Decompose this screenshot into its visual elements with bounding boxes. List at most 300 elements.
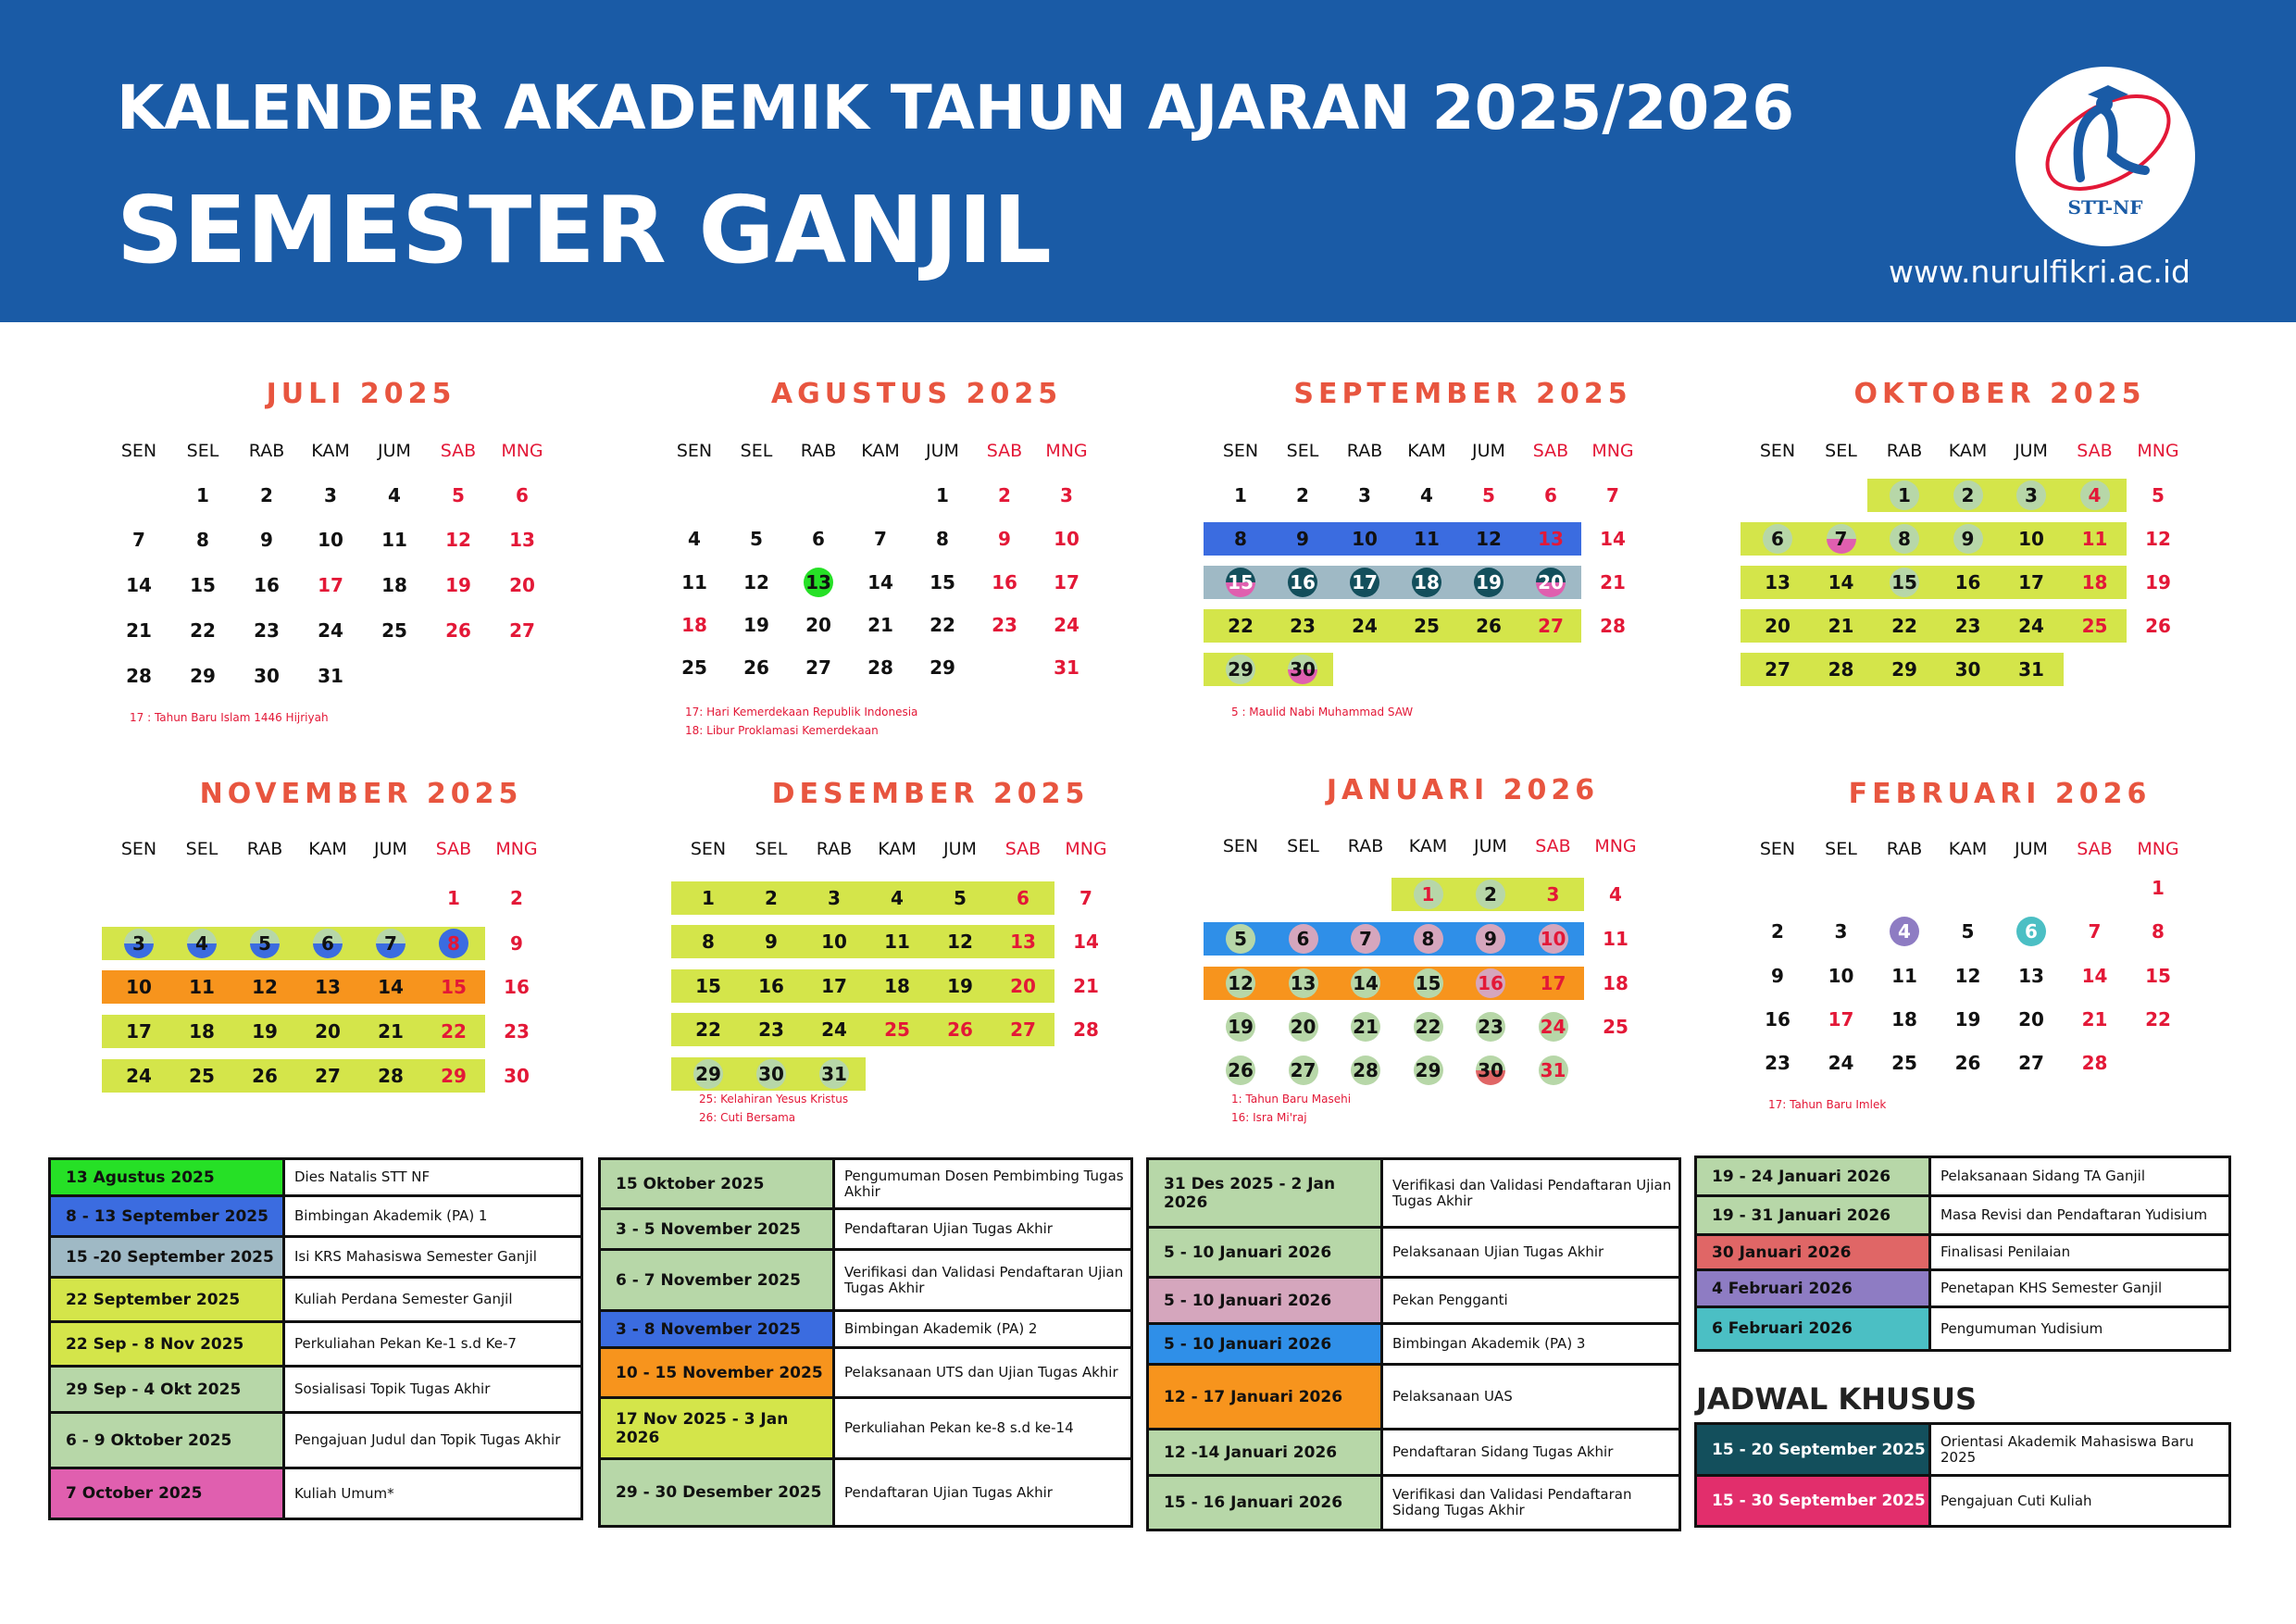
calendar-day: 15 [190,574,216,596]
calendar-day: 28 [378,1065,404,1087]
calendar-day: 21 [2081,1008,2108,1031]
calendar-day: 17 [318,574,343,596]
calendar-day: 11 [681,571,707,593]
calendar-day: 26 [1228,1059,1254,1081]
legend-description: Pengumuman Dosen Pembimbing Tugas Akhir [844,1167,1124,1200]
calendar-day: 12 [947,931,973,953]
calendar-day: 28 [126,665,152,687]
weekday-label: SEL [1287,836,1319,856]
calendar-day: 12 [445,529,471,551]
calendar-day: 8 [1421,928,1435,950]
legend-row [601,1251,1130,1312]
calendar-day: 26 [947,1018,973,1041]
calendar-day: 26 [743,656,769,679]
calendar-day: 23 [504,1020,530,1043]
legend-row [1149,1366,1678,1430]
legend-date: 30 Januari 2026 [1697,1236,1931,1268]
calendar-day: 18 [1603,972,1628,994]
calendar-day: 8 [1234,528,1247,550]
weekday-label: KAM [1948,441,1988,461]
weekday-label: RAB [246,839,283,859]
calendar-day: 11 [884,931,910,953]
legend-row [601,1349,1130,1399]
calendar-day: 12 [743,571,769,593]
calendar-day: 25 [884,1018,910,1041]
calendar-day: 16 [992,571,1017,593]
calendar-day: 1 [1898,484,1911,506]
calendar-day: 26 [1954,1052,1981,1074]
calendar-day: 5 [2152,484,2165,506]
legend-description: Pengajuan Cuti Kuliah [1940,1492,2092,1509]
calendar-day: 24 [126,1065,152,1087]
calendar-day: 6 [1771,528,1784,550]
legend-table [1694,1156,2231,1352]
legend-row [51,1323,580,1368]
weekday-label: JUM [926,441,959,461]
calendar-day: 14 [2081,965,2108,987]
calendar-day: 11 [1414,528,1440,550]
legend-date: 5 - 10 Januari 2026 [1149,1229,1383,1276]
month-title: OKTOBER 2025 [1853,378,2146,410]
legend-description: Dies Natalis STT NF [294,1168,430,1185]
weekday-label: MNG [495,839,538,859]
weekday-label: SAB [986,441,1023,461]
calendar-day: 9 [1771,965,1784,987]
month-title: AGUSTUS 2025 [770,378,1063,410]
calendar-day: 17 [1054,571,1079,593]
calendar-day: 28 [1353,1059,1379,1081]
calendar-day: 21 [1600,571,1626,593]
header-banner [0,0,2296,322]
calendar-day: 31 [2018,658,2044,681]
calendar-day: 2 [1484,883,1497,906]
calendar-day: 20 [1290,1016,1316,1038]
calendar-day: 6 [516,484,529,506]
calendar-day: 9 [1961,528,1975,550]
calendar-day: 19 [947,975,973,997]
calendar-day: 4 [388,484,401,506]
legend-row [1697,1197,2228,1236]
weekday-label: SEL [185,839,218,859]
calendar-day: 2 [998,484,1011,506]
legend-description: Pengajuan Judul dan Topik Tugas Akhir [294,1431,561,1448]
calendar-day: 6 [812,528,825,550]
calendar-day: 16 [504,976,530,998]
holiday-note: 18: Libur Proklamasi Kemerdekaan [685,724,879,737]
calendar-day: 15 [441,976,467,998]
calendar-day: 29 [1415,1059,1441,1081]
website-link[interactable]: www.nurulfikri.ac.id [1889,254,2191,290]
weekday-label: RAB [800,441,837,461]
legend-description: Pelaksanaan Ujian Tugas Akhir [1392,1243,1604,1260]
calendar-day: 20 [315,1020,341,1043]
calendar-day: 3 [324,484,337,506]
legend-row [51,1197,580,1238]
calendar-day: 2 [260,484,273,506]
calendar-day: 8 [936,528,949,550]
weekday-label: JUM [2015,839,2048,859]
weekday-label: MNG [501,441,543,461]
calendar-day: 11 [1891,965,1917,987]
calendar-day: 24 [1540,1016,1566,1038]
calendar-day: 19 [2145,571,2171,593]
legend-row [1149,1279,1678,1325]
calendar-day: 4 [688,528,701,550]
calendar-day: 11 [1603,928,1628,950]
legend-row [601,1399,1130,1460]
month-title: NOVEMBER 2025 [199,778,523,810]
calendar-day: 21 [126,619,152,642]
weekday-label: SEN [1222,441,1259,461]
calendar-day: 6 [1017,887,1029,909]
calendar-day: 13 [509,529,535,551]
calendar-day: 25 [189,1065,215,1087]
legend-description: Pelaksanaan Sidang TA Ganjil [1940,1168,2146,1184]
calendar-day: 12 [1954,965,1981,987]
legend-date: 15 -20 September 2025 [51,1238,285,1276]
calendar-day: 27 [2018,1052,2044,1074]
calendar-day: 7 [1606,484,1619,506]
calendar-day: 11 [2081,528,2108,550]
legend-date: 5 - 10 Januari 2026 [1149,1325,1383,1363]
calendar-day: 31 [318,665,343,687]
calendar-day: 23 [1765,1052,1791,1074]
calendar-day: 24 [1054,614,1079,636]
calendar-day: 19 [445,574,471,596]
weekday-label: JUM [943,839,977,859]
legend-row [1149,1229,1678,1279]
calendar-day: 26 [2145,615,2171,637]
calendar-day: 1 [1234,484,1247,506]
calendar-day: 21 [378,1020,404,1043]
legend-date: 31 Des 2025 - 2 Jan 2026 [1149,1160,1383,1226]
calendar-day: 10 [1054,528,1079,550]
calendar-day: 8 [1898,528,1911,550]
calendar-day: 2 [1961,484,1975,506]
legend-description: Kuliah Perdana Semester Ganjil [294,1291,513,1307]
legend-row [51,1469,580,1518]
weekday-label: SEL [1286,441,1319,461]
legend-date: 15 - 20 September 2025 [1697,1425,1931,1474]
calendar-day: 11 [189,976,215,998]
calendar-day: 24 [2018,615,2044,637]
legend-row [1697,1236,2228,1271]
calendar-day: 14 [1073,931,1099,953]
weekday-label: MNG [2137,441,2179,461]
calendar-day: 25 [1414,615,1440,637]
weekday-label: RAB [1886,839,1923,859]
calendar-day: 18 [884,975,910,997]
calendar-day: 20 [805,614,831,636]
legend-table [1146,1157,1681,1531]
calendar-day: 22 [1891,615,1917,637]
calendar-day: 17 [1540,972,1566,994]
legend-row [1149,1325,1678,1366]
weekday-label: JUM [2015,441,2048,461]
calendar-day: 3 [132,932,145,955]
calendar-day: 30 [1954,658,1981,681]
calendar-day: 9 [1484,928,1497,950]
legend-row [601,1460,1130,1525]
legend-description: Finalisasi Penilaian [1940,1243,2071,1260]
legend-row [601,1312,1130,1349]
calendar-day: 27 [509,619,535,642]
calendar-day: 18 [1414,571,1440,593]
page-subtitle: SEMESTER GANJIL [117,176,1052,284]
weekday-label: RAB [248,441,285,461]
calendar-day: 10 [821,931,847,953]
calendar-day: 28 [1073,1018,1099,1041]
calendar-day: 19 [1228,1016,1254,1038]
calendar-day: 12 [2145,528,2171,550]
calendar-day: 24 [318,619,343,642]
legend-date: 15 Oktober 2025 [601,1160,835,1207]
month-title: FEBRUARI 2026 [1848,778,2152,810]
legend-description: Bimbingan Akademik (PA) 1 [294,1207,488,1224]
calendar-day: 21 [1073,975,1099,997]
jadwal-khusus-title: JADWAL KHUSUS [1696,1381,1978,1417]
calendar-day: 15 [2145,965,2171,987]
calendar-day: 12 [1228,972,1254,994]
calendar-day: 9 [998,528,1011,550]
stt-nf-logo [2015,67,2195,246]
legend-description: Pelaksanaan UAS [1392,1388,1513,1405]
calendar-day: 26 [445,619,471,642]
calendar-day: 25 [1603,1016,1628,1038]
calendar-day: 20 [1010,975,1036,997]
calendar-day: 28 [1828,658,1854,681]
month-calendar [1750,778,2250,1130]
calendar-day: 13 [1010,931,1036,953]
calendar-day: 10 [126,976,152,998]
calendar-day: 9 [260,529,273,551]
calendar-day: 5 [1234,928,1247,950]
legend-date: 17 Nov 2025 - 3 Jan 2026 [601,1399,835,1457]
legend-description: Perkuliahan Pekan Ke-1 s.d Ke-7 [294,1335,517,1352]
calendar-day: 13 [1290,972,1316,994]
calendar-day: 26 [252,1065,278,1087]
calendar-day: 28 [867,656,893,679]
weekday-label: KAM [311,441,350,461]
calendar-day: 28 [2081,1052,2108,1074]
calendar-day: 18 [189,1020,215,1043]
calendar-day: 7 [132,529,145,551]
calendar-day: 8 [702,931,715,953]
calendar-day: 17 [2018,571,2044,593]
weekday-label: SEN [1222,836,1259,856]
calendar-day: 10 [2018,528,2044,550]
calendar-day: 4 [195,932,208,955]
legend-row [1697,1271,2228,1308]
calendar-day: 13 [315,976,341,998]
calendar-day: 27 [1010,1018,1036,1041]
calendar-day: 27 [1290,1059,1316,1081]
holiday-note: 17 : Tahun Baru Islam 1446 Hijriyah [130,711,329,724]
calendar-day: 23 [992,614,1017,636]
legend-date: 6 Februari 2026 [1697,1308,1931,1349]
calendar-day: 4 [2088,484,2102,506]
calendar-day: 22 [930,614,955,636]
calendar-day: 8 [196,529,209,551]
calendar-day: 24 [1828,1052,1854,1074]
calendar-day: 23 [1290,615,1316,637]
calendar-day: 16 [254,574,280,596]
holiday-note: 17: Hari Kemerdekaan Republik Indonesia [685,706,918,718]
calendar-day: 10 [318,529,343,551]
calendar-day: 10 [1352,528,1378,550]
legend-description: Masa Revisi dan Pendaftaran Yudisium [1940,1206,2208,1223]
calendar-day: 6 [321,932,334,955]
legend-description: Bimbingan Akademik (PA) 3 [1392,1335,1586,1352]
calendar-day: 31 [821,1063,847,1085]
calendar-day: 30 [758,1063,784,1085]
calendar-day: 20 [1538,571,1564,593]
legend-date: 13 Agustus 2025 [51,1160,285,1194]
calendar-day: 19 [743,614,769,636]
calendar-day: 25 [681,656,707,679]
weekday-label: SEL [1825,839,1857,859]
month-title: DESEMBER 2025 [771,778,1090,810]
legend-description: Pendaftaran Sidang Tugas Akhir [1392,1443,1614,1460]
calendar-day: 23 [1478,1016,1504,1038]
weekday-label: KAM [878,839,917,859]
calendar-day: 9 [1296,528,1309,550]
weekday-label: SAB [1535,836,1571,856]
calendar-day: 22 [2145,1008,2171,1031]
weekday-label: SAB [1532,441,1569,461]
calendar-day: 17 [1828,1008,1854,1031]
weekday-label: MNG [1065,839,1107,859]
calendar-day: 17 [126,1020,152,1043]
calendar-day: 18 [2081,571,2108,593]
calendar-day: 10 [1540,928,1566,950]
calendar-day: 13 [1765,571,1791,593]
calendar-day: 5 [750,528,763,550]
legend-date: 12 -14 Januari 2026 [1149,1430,1383,1474]
calendar-day: 23 [1954,615,1981,637]
legend-row [51,1368,580,1414]
weekday-label: SEL [755,839,788,859]
weekday-label: RAB [1346,441,1383,461]
legend-date: 10 - 15 November 2025 [601,1349,835,1396]
calendar-day: 20 [1765,615,1791,637]
legend-description: Perkuliahan Pekan ke-8 s.d ke-14 [844,1419,1074,1436]
calendar-day: 27 [805,656,831,679]
holiday-note: 17: Tahun Baru Imlek [1768,1098,1887,1111]
calendar-day: 13 [805,571,831,593]
calendar-day: 2 [1296,484,1309,506]
calendar-day: 19 [1954,1008,1981,1031]
calendar-day: 23 [254,619,280,642]
legend-description: Pendaftaran Ujian Tugas Akhir [844,1483,1053,1501]
legend-date: 12 - 17 Januari 2026 [1149,1366,1383,1428]
calendar-day: 30 [1478,1059,1504,1081]
holiday-note: 16: Isra Mi'raj [1231,1111,1307,1124]
weekday-label: MNG [1594,836,1637,856]
legend-date: 8 - 13 September 2025 [51,1197,285,1235]
weekday-label: RAB [816,839,853,859]
legend-row [1697,1477,2228,1525]
calendar-day: 22 [441,1020,467,1043]
weekday-label: MNG [1045,441,1088,461]
calendar-day: 5 [452,484,465,506]
calendar-day: 25 [1891,1052,1917,1074]
calendar-day: 28 [1600,615,1626,637]
calendar-day: 19 [252,1020,278,1043]
calendar-day: 30 [504,1065,530,1087]
legend-table [598,1157,1133,1528]
legend-date: 29 Sep - 4 Okt 2025 [51,1368,285,1411]
weekday-label: SEN [120,839,157,859]
calendar-day: 22 [695,1018,721,1041]
weekday-label: SEL [1825,441,1857,461]
calendar-day: 19 [1476,571,1502,593]
legend-row [1697,1308,2228,1349]
legend-row [51,1238,580,1279]
legend-description: Verifikasi dan Validasi Pendaftaran Ujian Tugas Akhir [1392,1176,1672,1209]
legend-description: Pendaftaran Ujian Tugas Akhir [844,1220,1053,1237]
legend-description: Orientasi Akademik Mahasiswa Baru 2025 [1940,1432,2194,1466]
calendar-day: 13 [2018,965,2044,987]
legend-row [1149,1160,1678,1229]
calendar-day: 14 [867,571,893,593]
calendar-day: 24 [1352,615,1378,637]
calendar-day: 5 [258,932,271,955]
calendar-day: 29 [1891,658,1917,681]
weekday-label: SEN [676,441,713,461]
calendar-day: 12 [252,976,278,998]
calendar-day: 21 [1828,615,1854,637]
calendar-day: 25 [381,619,407,642]
calendar-day: 21 [1353,1016,1379,1038]
weekday-label: SEL [186,441,219,461]
holiday-note: 1: Tahun Baru Masehi [1231,1093,1352,1106]
calendar-day: 29 [930,656,955,679]
calendar-day: 22 [1228,615,1254,637]
legend-description: Verifikasi dan Validasi Pendaftaran Sidang Tugas Akhir [1392,1486,1632,1518]
calendar-day: 3 [1834,920,1848,943]
legend-date: 6 - 7 November 2025 [601,1251,835,1309]
calendar-day: 15 [1891,571,1917,593]
calendar-day: 7 [874,528,887,550]
weekday-label: SAB [2077,839,2113,859]
calendar-day: 16 [1478,972,1504,994]
weekday-label: SAB [1004,839,1042,859]
calendar-day: 21 [867,614,893,636]
calendar-day: 2 [765,887,778,909]
weekday-label: SEN [690,839,727,859]
calendar-day: 15 [695,975,721,997]
calendar-day: 20 [2018,1008,2044,1031]
calendar-day: 7 [384,932,397,955]
calendar-day: 16 [758,975,784,997]
calendar-day: 16 [1765,1008,1791,1031]
calendar-day: 1 [196,484,209,506]
calendar-day: 9 [510,932,523,955]
calendar-day: 29 [1228,658,1254,681]
legend-description: Verifikasi dan Validasi Pendaftaran Ujian Tugas Akhir [844,1263,1124,1296]
calendar-day: 10 [1828,965,1854,987]
calendar-day: 22 [190,619,216,642]
legend-row [51,1414,580,1469]
legend-date: 7 October 2025 [51,1469,285,1518]
legend-date: 4 Februari 2026 [1697,1271,1931,1305]
calendar-day: 25 [2081,615,2108,637]
calendar-day: 3 [828,887,841,909]
calendar-day: 22 [1415,1016,1441,1038]
holiday-note: 26: Cuti Bersama [699,1111,796,1124]
legend-row [51,1279,580,1323]
